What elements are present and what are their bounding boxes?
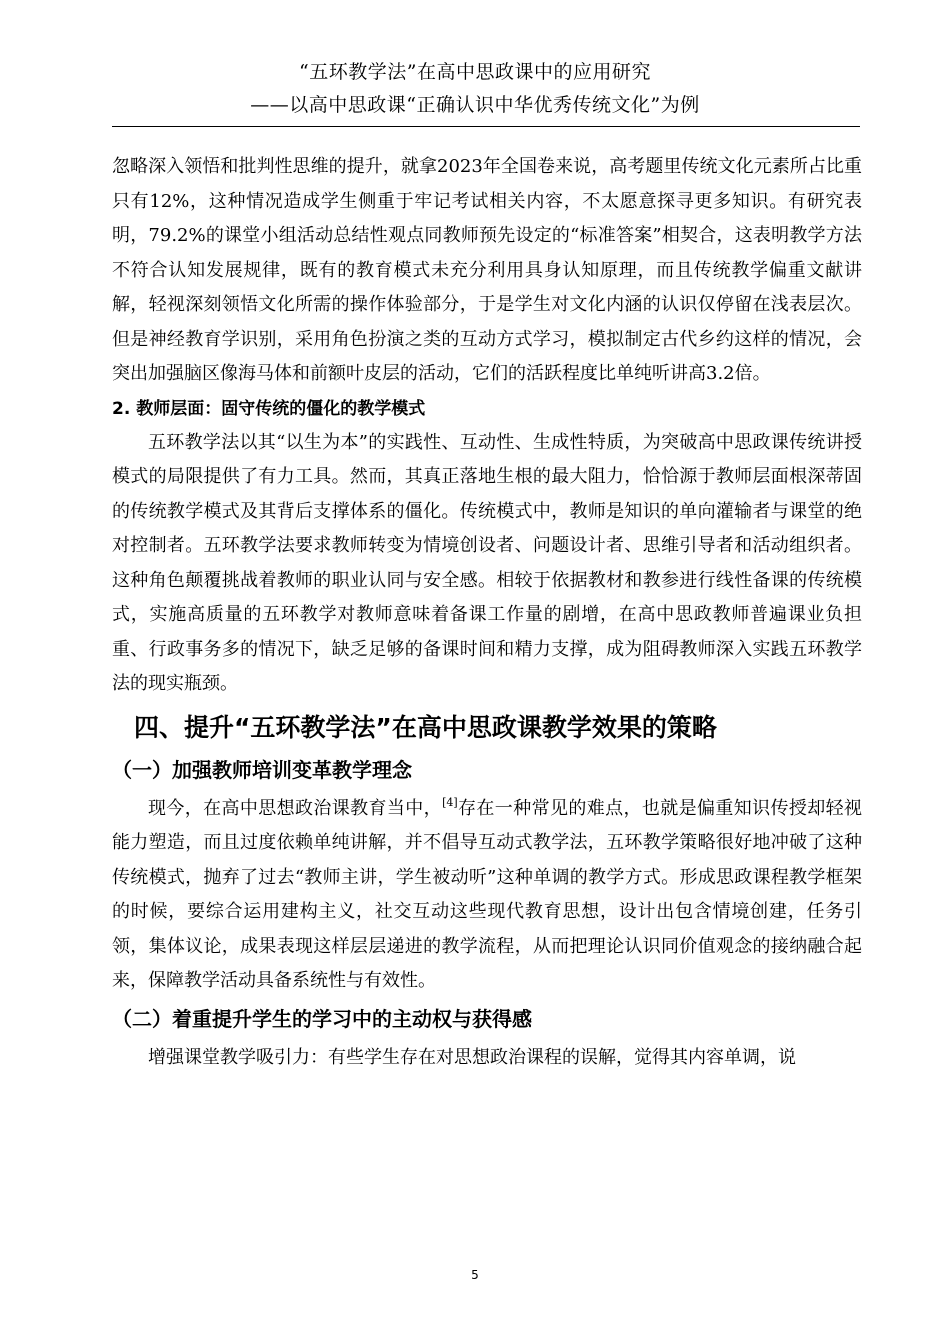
body-content — [112, 150, 862, 1075]
paragraph-student-level-continued: 忽略深入领悟和批判性思维的提升，就拿2023年全国卷来说，高考题里传统文化元素所占比重只有12%，这种情况造成学生侧重于牢记考试相关内容，不太愿意探寻更多知识。有研究表明，79.2%的课堂小组活动总结性观点同教师预先设定的“标准答案”相契合，这表明教学方法不符合认知发展规律，既有的教育模式未充分利用具身认知原理，而且传统教学偏重文献讲解，轻视深刻领悟文化所需的操作体验部分，于是学生对文化内涵的认识仅停留在浅表层次。但是神经教育学识别，采用角色扮演之类的互动方式学习，模拟制定古代乡约这样的情况，会突出加强脑区像海马体和前额叶皮层的活动，它们的活跃程度比单纯听讲高3.2倍。 — [112, 156, 862, 384]
running-header — [0, 56, 950, 122]
paragraph-teacher-level: 五环教学法以其“以生为本”的实践性、互动性、生成性特质，为突破高中思政课传统讲授模式的局限提供了有力工具。然而，其真正落地生根的最大阻力，恰恰源于教师层面根深蒂固的传统教学模式及其背后支撑体系的僵化。传统模式中，教师是知识的单向灌输者与课堂的绝对控制者。五环教学法要求教师转变为情境创设者、问题设计者、思维引导者和活动组织者。这种角色颠覆挑战着教师的职业认同与安全感。相较于依据教材和教参进行线性备课的传统模式，实施高质量的五环教学对教师意味着备课工作量的剧增，在高中思政教师普遍课业负担重、行政事务多的情况下，缺乏足够的备课时间和精力支撑，成为阻碍教师深入实践五环教学法的现实瓶颈。 — [112, 431, 862, 694]
section-heading-strategies: 四、提升“五环教学法”在高中思政课教学效果的策略 — [134, 712, 717, 742]
header-title-line1: “五环教学法”在高中思政课中的应用研究 — [299, 61, 651, 83]
page-number: 5 — [471, 1268, 479, 1282]
paragraph-teacher-training-part2: 存在一种常见的难点，也就是偏重知识传授却轻视能力塑造，而且过度依赖单纯讲解，并不倡导互动式教学法，五环教学策略很好地冲破了这种传统模式，抛弃了过去“教师主讲，学生被动听”这种单调的教学方式。形成思政课程教学框架的时候，要综合运用建构主义，社交互动这些现代教育思想，设计出包含情境创建，任务引领，集体议论，成果表现这样层层递进的教学流程，从而把理论认识同价值观念的接纳融合起来，保障教学活动具备系统性与有效性。 — [112, 797, 863, 991]
subsection-heading-teacher-training: （一）加强教师培训变革教学理念 — [112, 757, 412, 782]
paragraph-teacher-training-part1: 现今，在高中思想政治课教育当中， — [148, 797, 443, 819]
paragraph-student-initiative: 增强课堂教学吸引力：有些学生存在对思想政治课程的误解，觉得其内容单调，说 — [148, 1046, 796, 1068]
subsection-heading-student-initiative: （二）着重提升学生的学习中的主动权与获得感 — [112, 1006, 532, 1031]
header-rule — [112, 126, 860, 127]
paragraph-teacher-training — [112, 792, 862, 999]
citation-reference[interactable]: [4] — [442, 795, 458, 809]
header-title-line2: ——以高中思政课“正确认识中华优秀传统文化”为例 — [250, 94, 700, 116]
sub-heading-teacher-level: 2. 教师层面：固守传统的僵化的教学模式 — [112, 398, 426, 419]
